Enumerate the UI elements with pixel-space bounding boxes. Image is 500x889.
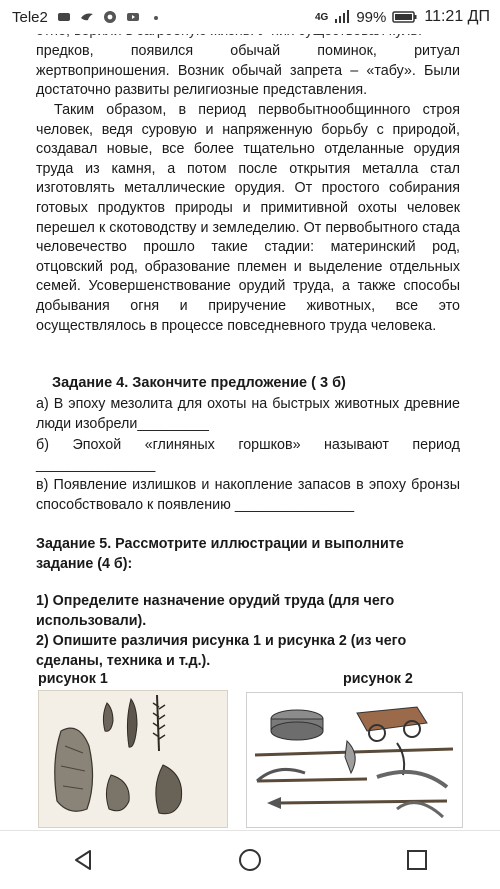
clock-label: 11:21 ДП: [424, 8, 490, 25]
stone-tools-illustration: [39, 691, 227, 827]
figure2-label: рисунок 2: [343, 671, 413, 687]
status-bar: [0, 0, 500, 34]
status-left: [0, 9, 163, 26]
task5-item1: 1) Определите назначение орудий труда (для чего использовали).: [36, 593, 395, 629]
status-right: [315, 8, 500, 26]
home-icon: [237, 847, 263, 873]
paragraph-predkov: предков, появился обычай поминок, ритуал жертвоприношения. Возник обычай запрета – «табу». Были достаточно развиты религиозные представления.: [36, 43, 460, 99]
home-button[interactable]: [220, 840, 280, 880]
task4-a: а) В эпоху мезолита для охоты на быстрых животных древние люди изобрели_________: [36, 396, 460, 432]
carrier-label: Tele2: [12, 8, 48, 26]
recents-button[interactable]: [387, 840, 447, 880]
navigation-bar: [0, 830, 500, 889]
youtube-icon: [126, 10, 140, 24]
figure1-label: рисунок 1: [38, 671, 108, 687]
back-button[interactable]: [53, 840, 113, 880]
recents-icon: [406, 849, 428, 871]
bird-icon: [80, 10, 94, 24]
figure2-metal-tools: [246, 692, 463, 828]
figure1-stone-tools: [38, 690, 228, 828]
task5-item2: 2) Опишите различия рисунка 1 и рисунка 2 (из чего сделаны, техника и т.д.).: [36, 633, 407, 669]
task5-title: Задание 5. Рассмотрите иллюстрации и выполните задание (4 б):: [36, 536, 404, 572]
dot-icon: [149, 10, 163, 24]
task4-c: в) Появление излишков и накопление запасов в эпоху бронзы способствовало к появлению _______________: [36, 477, 460, 513]
battery-icon: [392, 10, 418, 24]
notification-icon: [57, 10, 71, 24]
back-icon: [72, 848, 94, 872]
task4-title: Задание 4. Закончите предложение ( 3 б): [52, 375, 346, 391]
task4-b: б) Эпохой «глиняных горшков» называют период _______________: [36, 437, 460, 473]
signal-icon: [334, 10, 350, 24]
network-label: 4G: [314, 11, 329, 23]
chrome-icon: [103, 10, 117, 24]
metal-tools-illustration: [247, 693, 462, 827]
battery-label: 99%: [356, 8, 387, 26]
paragraph-2: Таким образом, в период первобытнообщинного строя человек, ведя суровую и напряженную борьбу с природой, создавал новые, все более тщательно отделанные орудия труда из камня, а потом после открытия металла стал изготовлять металлические орудия. От простого собирания готовых продуктов природы и примитивной охоты человек перешел к скотоводству и земледелию. От первобытного стада человечество прошло такие стадии: материнский род, отцовский род, образование племен и выделение отдельных семей. Усовершенствование орудий труда, а также способы добывания огня и приручение животных, все это осуществлялось в процессе повседневного труда человека.: [36, 102, 460, 334]
